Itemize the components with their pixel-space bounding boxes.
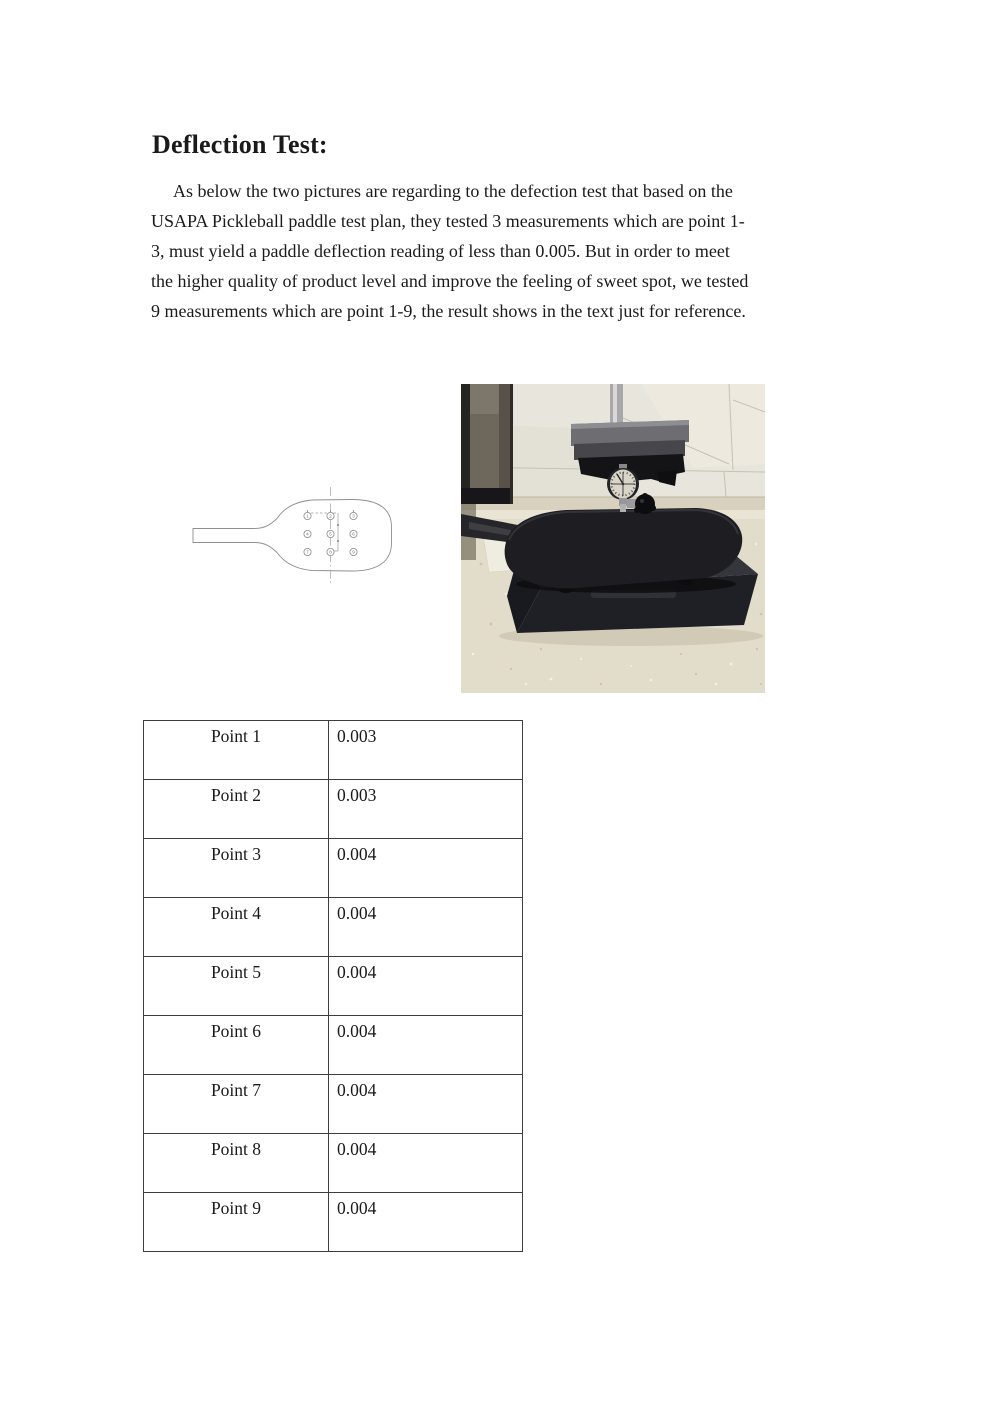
table-row	[144, 721, 523, 780]
point-label-cell: Point 7	[144, 1075, 329, 1134]
paddle-drawing	[185, 470, 400, 600]
table-row	[144, 1134, 523, 1193]
deflection-table	[143, 720, 523, 1252]
point-label-cell: Point 5	[144, 957, 329, 1016]
table-row	[144, 1075, 523, 1134]
svg-text:2: 2	[329, 513, 332, 519]
point-label-cell: Point 6	[144, 1016, 329, 1075]
contact-spindle	[620, 504, 626, 512]
table-row	[144, 780, 523, 839]
value-cell: 0.004	[329, 957, 523, 1016]
dimension-bracket	[311, 513, 339, 551]
table-row	[144, 1193, 523, 1252]
intro-paragraph: As below the two pictures are regarding to the defection test that based on the USAPA Pickleball paddle test plan, they tested 3 measurements which are point 1-3, must yield a paddle deflection reading of less than 0.005. But in order to meet the higher quality of product level and improve the feeling of sweet spot, we tested 9 measurements which are point 1-9, the result shows in the text just for reference.	[151, 181, 749, 321]
table-row	[144, 898, 523, 957]
value-cell: 0.003	[329, 721, 523, 780]
table-row	[144, 957, 523, 1016]
paddle-outline	[193, 500, 392, 572]
apparatus-photo	[461, 384, 765, 693]
point-label-cell: Point 1	[144, 721, 329, 780]
value-cell: 0.004	[329, 1134, 523, 1193]
point-label-cell: Point 9	[144, 1193, 329, 1252]
value-cell: 0.004	[329, 1075, 523, 1134]
value-cell: 0.004	[329, 898, 523, 957]
value-cell: 0.004	[329, 1016, 523, 1075]
point-label-cell: Point 2	[144, 780, 329, 839]
value-cell: 0.004	[329, 839, 523, 898]
point-label-cell: Point 4	[144, 898, 329, 957]
svg-text:6: 6	[352, 531, 355, 537]
value-cell: 0.003	[329, 780, 523, 839]
paddle-face	[505, 508, 743, 588]
value-cell: 0.004	[329, 1193, 523, 1252]
svg-text:4: 4	[306, 531, 309, 537]
page-title: Deflection Test:	[152, 130, 328, 159]
table-row	[144, 839, 523, 898]
svg-text:7: 7	[306, 549, 309, 555]
svg-text:5: 5	[329, 531, 332, 537]
point-label-cell: Point 3	[144, 839, 329, 898]
point-label-cell: Point 8	[144, 1134, 329, 1193]
table-row	[144, 1016, 523, 1075]
svg-text:1: 1	[306, 513, 309, 519]
svg-text:8: 8	[329, 549, 332, 555]
svg-text:3: 3	[352, 513, 355, 519]
svg-text:9: 9	[352, 549, 355, 555]
